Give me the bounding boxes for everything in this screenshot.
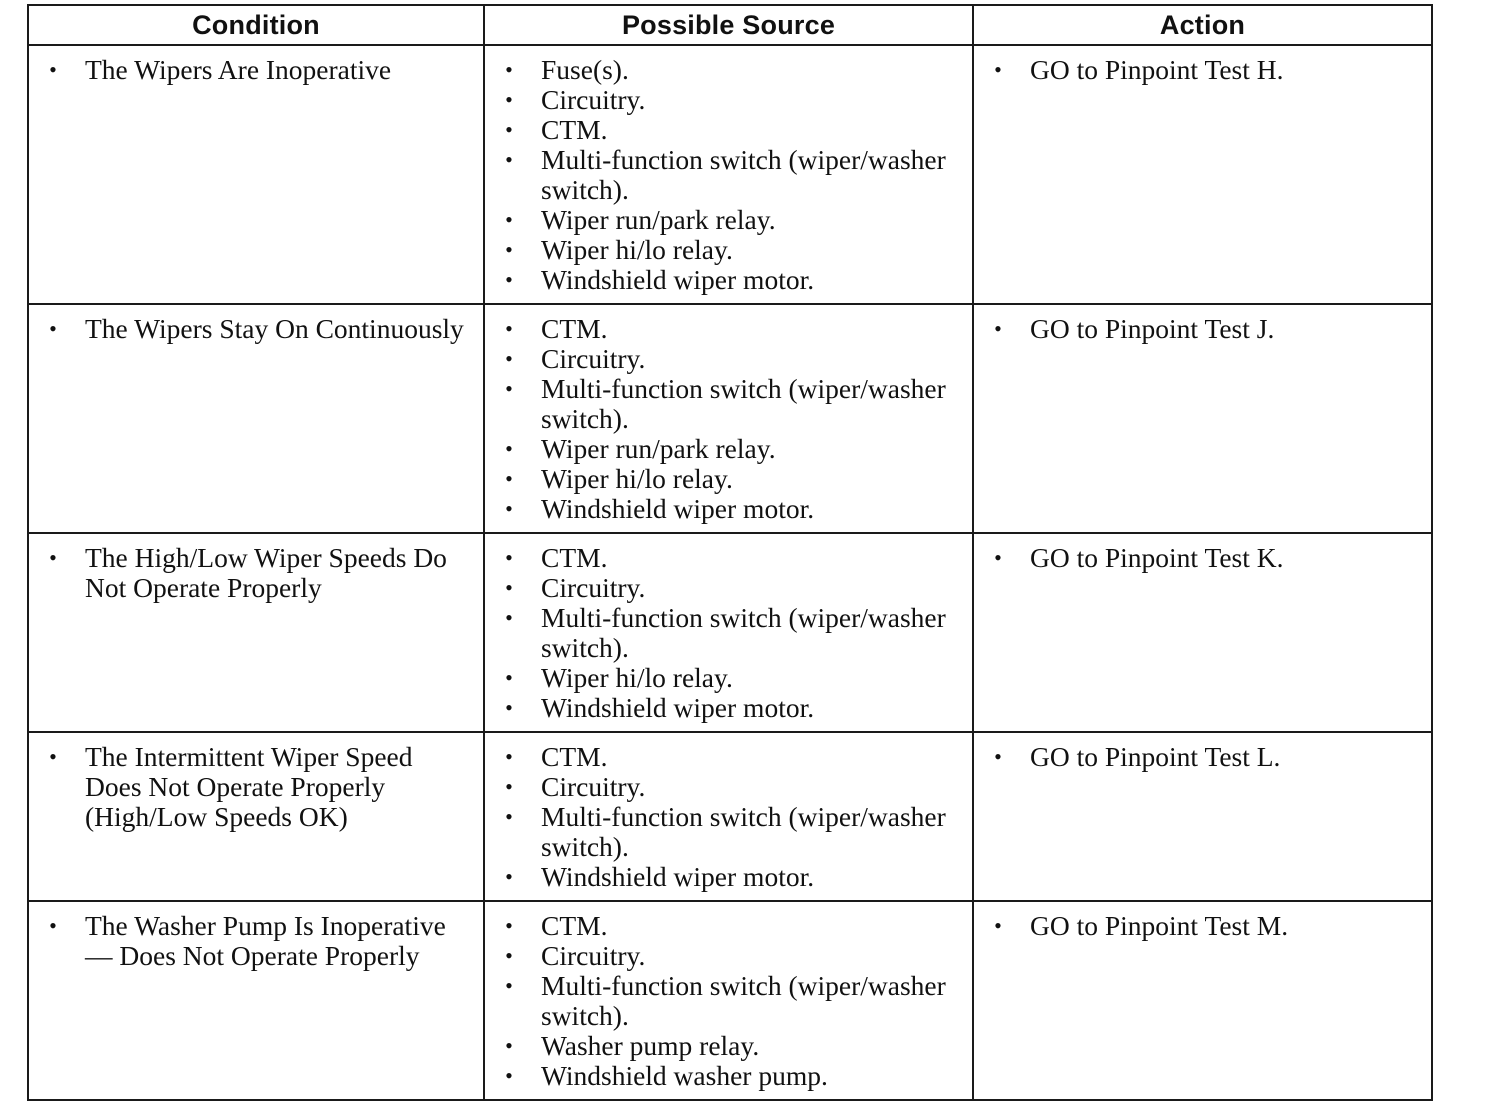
source-item bbox=[485, 344, 972, 374]
action-list bbox=[974, 534, 1431, 581]
bullet-icon: • bbox=[505, 913, 513, 938]
source-item bbox=[485, 494, 972, 524]
source-item-text: CTM. bbox=[541, 741, 608, 772]
source-item-text: CTM. bbox=[541, 313, 608, 344]
action-cell bbox=[973, 45, 1432, 304]
bullet-icon: • bbox=[505, 545, 513, 570]
source-item-text: CTM. bbox=[541, 910, 608, 941]
bullet-icon: • bbox=[505, 346, 513, 371]
condition-list bbox=[29, 534, 483, 611]
source-item bbox=[485, 802, 972, 862]
condition-cell bbox=[28, 45, 484, 304]
action-cell bbox=[973, 533, 1432, 732]
action-list bbox=[974, 46, 1431, 93]
bullet-icon: • bbox=[994, 545, 1002, 570]
condition-item bbox=[29, 543, 483, 603]
action-cell bbox=[973, 901, 1432, 1100]
source-item bbox=[485, 941, 972, 971]
source-item-text: Windshield washer pump. bbox=[541, 1060, 828, 1091]
sources-list bbox=[485, 902, 972, 1099]
source-item bbox=[485, 543, 972, 573]
action-item bbox=[974, 55, 1431, 85]
bullet-icon: • bbox=[505, 237, 513, 262]
source-item bbox=[485, 55, 972, 85]
source-item bbox=[485, 911, 972, 941]
action-item bbox=[974, 742, 1431, 772]
bullet-icon: • bbox=[505, 147, 513, 172]
source-item-text: Multi-function switch (wiper/washer switch). bbox=[541, 602, 946, 663]
source-item-text: Multi-function switch (wiper/washer switch). bbox=[541, 970, 946, 1031]
source-item bbox=[485, 85, 972, 115]
source-item-text: Wiper run/park relay. bbox=[541, 204, 776, 235]
bullet-icon: • bbox=[49, 913, 57, 938]
sources-list bbox=[485, 305, 972, 532]
source-item-text: Wiper run/park relay. bbox=[541, 433, 776, 464]
bullet-icon: • bbox=[505, 1063, 513, 1088]
table-row bbox=[28, 45, 1432, 304]
table-row bbox=[28, 533, 1432, 732]
source-item-text: Circuitry. bbox=[541, 343, 646, 374]
bullet-icon: • bbox=[505, 496, 513, 521]
bullet-icon: • bbox=[505, 695, 513, 720]
action-item-text: GO to Pinpoint Test L. bbox=[1030, 741, 1281, 772]
action-item-text: GO to Pinpoint Test K. bbox=[1030, 542, 1284, 573]
source-item-text: Windshield wiper motor. bbox=[541, 264, 815, 295]
header-row bbox=[28, 5, 1432, 45]
bullet-icon: • bbox=[994, 57, 1002, 82]
possible-source-cell bbox=[484, 304, 973, 533]
condition-list bbox=[29, 733, 483, 840]
bullet-icon: • bbox=[505, 267, 513, 292]
source-item bbox=[485, 115, 972, 145]
bullet-icon: • bbox=[505, 57, 513, 82]
diagnosis-table bbox=[27, 4, 1433, 1101]
bullet-icon: • bbox=[49, 316, 57, 341]
bullet-icon: • bbox=[505, 376, 513, 401]
sources-list bbox=[485, 733, 972, 900]
source-item-text: Washer pump relay. bbox=[541, 1030, 760, 1061]
bullet-icon: • bbox=[505, 87, 513, 112]
condition-item bbox=[29, 911, 483, 971]
condition-item bbox=[29, 314, 483, 344]
bullet-icon: • bbox=[49, 57, 57, 82]
action-item bbox=[974, 543, 1431, 573]
bullet-icon: • bbox=[505, 804, 513, 829]
source-item-text: Wiper hi/lo relay. bbox=[541, 662, 733, 693]
possible-source-cell bbox=[484, 45, 973, 304]
bullet-icon: • bbox=[505, 466, 513, 491]
bullet-icon: • bbox=[505, 575, 513, 600]
source-item bbox=[485, 1031, 972, 1061]
source-item-text: Multi-function switch (wiper/washer switch). bbox=[541, 373, 946, 434]
source-item bbox=[485, 971, 972, 1031]
condition-item-text: The High/Low Wiper Speeds Do Not Operate Properly bbox=[85, 542, 447, 603]
table-body bbox=[28, 45, 1432, 1100]
source-item-text: Multi-function switch (wiper/washer switch). bbox=[541, 801, 946, 862]
header-action: Action bbox=[973, 5, 1432, 45]
action-cell bbox=[973, 732, 1432, 901]
source-item bbox=[485, 265, 972, 295]
source-item-text: Wiper hi/lo relay. bbox=[541, 234, 733, 265]
source-item bbox=[485, 603, 972, 663]
source-item bbox=[485, 693, 972, 723]
header-condition: Condition bbox=[28, 5, 484, 45]
source-item-text: Circuitry. bbox=[541, 940, 646, 971]
bullet-icon: • bbox=[505, 744, 513, 769]
bullet-icon: • bbox=[505, 864, 513, 889]
source-item-text: Circuitry. bbox=[541, 771, 646, 802]
bullet-icon: • bbox=[505, 1033, 513, 1058]
possible-source-cell bbox=[484, 732, 973, 901]
source-item-text: CTM. bbox=[541, 114, 608, 145]
bullet-icon: • bbox=[49, 545, 57, 570]
bullet-icon: • bbox=[505, 665, 513, 690]
action-cell bbox=[973, 304, 1432, 533]
bullet-icon: • bbox=[505, 436, 513, 461]
condition-cell bbox=[28, 732, 484, 901]
condition-item-text: The Wipers Are Inoperative bbox=[85, 54, 392, 85]
condition-cell bbox=[28, 533, 484, 732]
possible-source-cell bbox=[484, 901, 973, 1100]
source-item bbox=[485, 663, 972, 693]
source-item-text: CTM. bbox=[541, 542, 608, 573]
condition-item-text: The Intermittent Wiper Speed Does Not Operate Properly (High/Low Speeds OK) bbox=[85, 741, 413, 832]
source-item-text: Circuitry. bbox=[541, 572, 646, 603]
source-item bbox=[485, 573, 972, 603]
source-item-text: Windshield wiper motor. bbox=[541, 861, 815, 892]
source-item-text: Multi-function switch (wiper/washer switch). bbox=[541, 144, 946, 205]
action-item-text: GO to Pinpoint Test J. bbox=[1030, 313, 1275, 344]
condition-item bbox=[29, 55, 483, 85]
table-row bbox=[28, 901, 1432, 1100]
bullet-icon: • bbox=[49, 744, 57, 769]
condition-item-text: The Wipers Stay On Continuously bbox=[85, 313, 464, 344]
condition-item-text: The Washer Pump Is Inoperative — Does Not Operate Properly bbox=[85, 910, 446, 971]
bullet-icon: • bbox=[505, 774, 513, 799]
action-item-text: GO to Pinpoint Test M. bbox=[1030, 910, 1289, 941]
source-item bbox=[485, 235, 972, 265]
table-row bbox=[28, 304, 1432, 533]
bullet-icon: • bbox=[505, 605, 513, 630]
condition-cell bbox=[28, 304, 484, 533]
bullet-icon: • bbox=[505, 973, 513, 998]
sources-list bbox=[485, 46, 972, 303]
source-item bbox=[485, 742, 972, 772]
source-item bbox=[485, 205, 972, 235]
bullet-icon: • bbox=[994, 913, 1002, 938]
source-item bbox=[485, 314, 972, 344]
condition-cell bbox=[28, 901, 484, 1100]
source-item bbox=[485, 434, 972, 464]
source-item bbox=[485, 862, 972, 892]
bullet-icon: • bbox=[994, 316, 1002, 341]
action-item-text: GO to Pinpoint Test H. bbox=[1030, 54, 1284, 85]
table-row bbox=[28, 732, 1432, 901]
bullet-icon: • bbox=[505, 117, 513, 142]
action-item bbox=[974, 314, 1431, 344]
header-possible-source: Possible Source bbox=[484, 5, 973, 45]
condition-item bbox=[29, 742, 483, 832]
condition-list bbox=[29, 46, 483, 93]
source-item bbox=[485, 145, 972, 205]
source-item-text: Fuse(s). bbox=[541, 54, 629, 85]
sources-list bbox=[485, 534, 972, 731]
action-item bbox=[974, 911, 1431, 941]
action-list bbox=[974, 733, 1431, 780]
source-item-text: Wiper hi/lo relay. bbox=[541, 463, 733, 494]
possible-source-cell bbox=[484, 533, 973, 732]
source-item-text: Windshield wiper motor. bbox=[541, 692, 815, 723]
action-list bbox=[974, 902, 1431, 949]
bullet-icon: • bbox=[994, 744, 1002, 769]
condition-list bbox=[29, 305, 483, 352]
bullet-icon: • bbox=[505, 207, 513, 232]
bullet-icon: • bbox=[505, 316, 513, 341]
source-item bbox=[485, 772, 972, 802]
source-item bbox=[485, 374, 972, 434]
bullet-icon: • bbox=[505, 943, 513, 968]
source-item-text: Windshield wiper motor. bbox=[541, 493, 815, 524]
source-item-text: Circuitry. bbox=[541, 84, 646, 115]
condition-list bbox=[29, 902, 483, 979]
source-item bbox=[485, 1061, 972, 1091]
source-item bbox=[485, 464, 972, 494]
action-list bbox=[974, 305, 1431, 352]
